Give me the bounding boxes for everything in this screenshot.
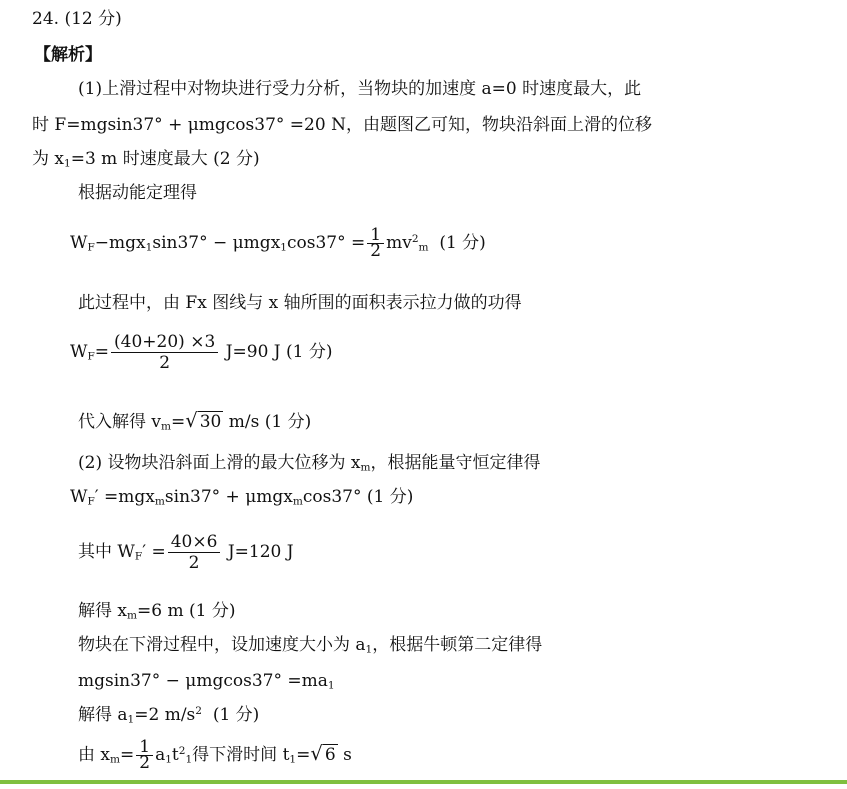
line-8: 代入解得 $v_m=√$ 30 m/s (1 分) (78, 409, 312, 433)
sqrt-6: √ 6 (310, 742, 336, 765)
eq-text: ′ =mgx (94, 487, 155, 507)
eq-text: ，根据牛顿第二定律得 (372, 635, 543, 655)
eq-text: s (343, 745, 352, 765)
subscript: 1 (64, 157, 71, 170)
fraction-one-half: $\frac{1}{2}$ (367, 228, 384, 259)
superscript: 2 (411, 233, 419, 246)
subscript: 1 (365, 643, 373, 656)
fraction-area: $\frac{(40+20) \times 3}{2}$ (111, 332, 218, 373)
eq-text: W (70, 233, 88, 253)
line-16 (78, 737, 352, 773)
subscript: 1 (145, 241, 153, 254)
subscript: F (134, 550, 143, 563)
subscript: 1 (289, 753, 297, 766)
line-9-text-b: ，根据能量守恒定律得 (370, 453, 541, 473)
fraction-one-half: $\frac{1}{2}$ (136, 740, 153, 771)
line-11 (78, 532, 294, 573)
line-8-text-c: m/s (1 分) (228, 412, 312, 432)
eq-text: t (171, 745, 179, 765)
eq-text: J=120 J (227, 542, 294, 562)
subscript: F (87, 495, 95, 508)
eq-text: sin37° + μmgx (164, 487, 293, 507)
eq-text: J=90 J (1 分) (225, 342, 333, 362)
eq-text: sin37° − μmgx (152, 233, 281, 253)
line-9-text: (2) 设物块沿斜面上滑的最大位移为 x (78, 453, 361, 473)
eq-text: =2 m/s (134, 704, 196, 725)
eq-text: cos37° = (286, 233, 366, 253)
score-note: (1 分) (212, 704, 260, 725)
eq-text: 由 x (78, 745, 110, 765)
line-3-text-b: =3 m 时速度最大 (2 分) (70, 149, 260, 169)
line-1: (1)上滑过程中对物块进行受力分析，当物块的加速度 a=0 时速度最大，此 (78, 79, 642, 99)
footer-divider (0, 780, 847, 784)
eq-text: 解得 a (78, 704, 128, 725)
line-4: 根据动能定理得 (78, 183, 197, 203)
line-3 (32, 148, 260, 175)
eq-text: = (94, 342, 110, 362)
eq-text: 其中 W (78, 542, 135, 562)
analysis-title: 【解析】 (34, 45, 102, 65)
question-score: (12 分) (64, 9, 122, 29)
eq-text: mgsin37° − μmgcos37° =ma (78, 671, 328, 691)
question-number: 24. (32, 9, 60, 29)
subscript: 1 (165, 753, 172, 766)
eq-text: −mgx (94, 233, 146, 253)
subscript: m (418, 241, 429, 254)
line-6: 此过程中，由 Fx 图线与 x 轴所围的面积表示拉力做的功得 (78, 293, 522, 313)
score-note: (1 分) (439, 233, 486, 253)
sqrt-30: √ 30 (185, 409, 222, 432)
eq-text: ′ = (142, 542, 166, 562)
subscript: m (127, 609, 137, 622)
eq-text: 得下滑时间 t (192, 745, 290, 765)
eq-text: = (120, 745, 135, 765)
line-10 (70, 486, 413, 513)
eq-text: = (296, 745, 311, 765)
subscript: m (154, 495, 165, 508)
line-15 (78, 700, 259, 730)
superscript: 2 (195, 705, 202, 717)
subscript: F (87, 350, 95, 363)
line-2: 时 F=mgsin37° + μmgcos37° =20 N，由题图乙可知，物块沿斜面上滑的位移 (32, 115, 652, 135)
line-14 (78, 670, 335, 697)
eq-text: 物块在下滑过程中，设加速度大小为 a (78, 635, 366, 655)
equation-work-area (70, 332, 333, 373)
subscript: F (87, 241, 95, 254)
fraction-40x6: $\frac{40\times 6}{2}$ (168, 532, 221, 573)
line-8-text: 代入解得 v (78, 412, 162, 432)
line-13 (78, 634, 542, 661)
subscript: m (292, 495, 303, 508)
subscript: 1 (127, 713, 135, 726)
equation-work-energy (70, 225, 486, 261)
line-9 (78, 452, 540, 479)
eq-text: =6 m (1 分) (137, 601, 236, 621)
eq-text: cos37° (1 分) (302, 487, 414, 507)
superscript: 2 (178, 745, 186, 758)
subscript: 1 (280, 241, 287, 254)
subscript: m (161, 420, 172, 433)
eq-text: 解得 x (78, 601, 127, 621)
eq-text: mv (386, 233, 412, 253)
eq-text: W (70, 487, 88, 507)
eq-text: a (155, 745, 166, 765)
line-12 (78, 600, 235, 627)
subscript: 1 (327, 679, 335, 692)
question-header (32, 8, 122, 30)
subscript: m (110, 753, 120, 766)
subscript: m (360, 461, 371, 474)
subscript: 1 (185, 753, 193, 766)
eq-text: W (70, 342, 88, 362)
line-3-text: 为 x (32, 149, 64, 169)
